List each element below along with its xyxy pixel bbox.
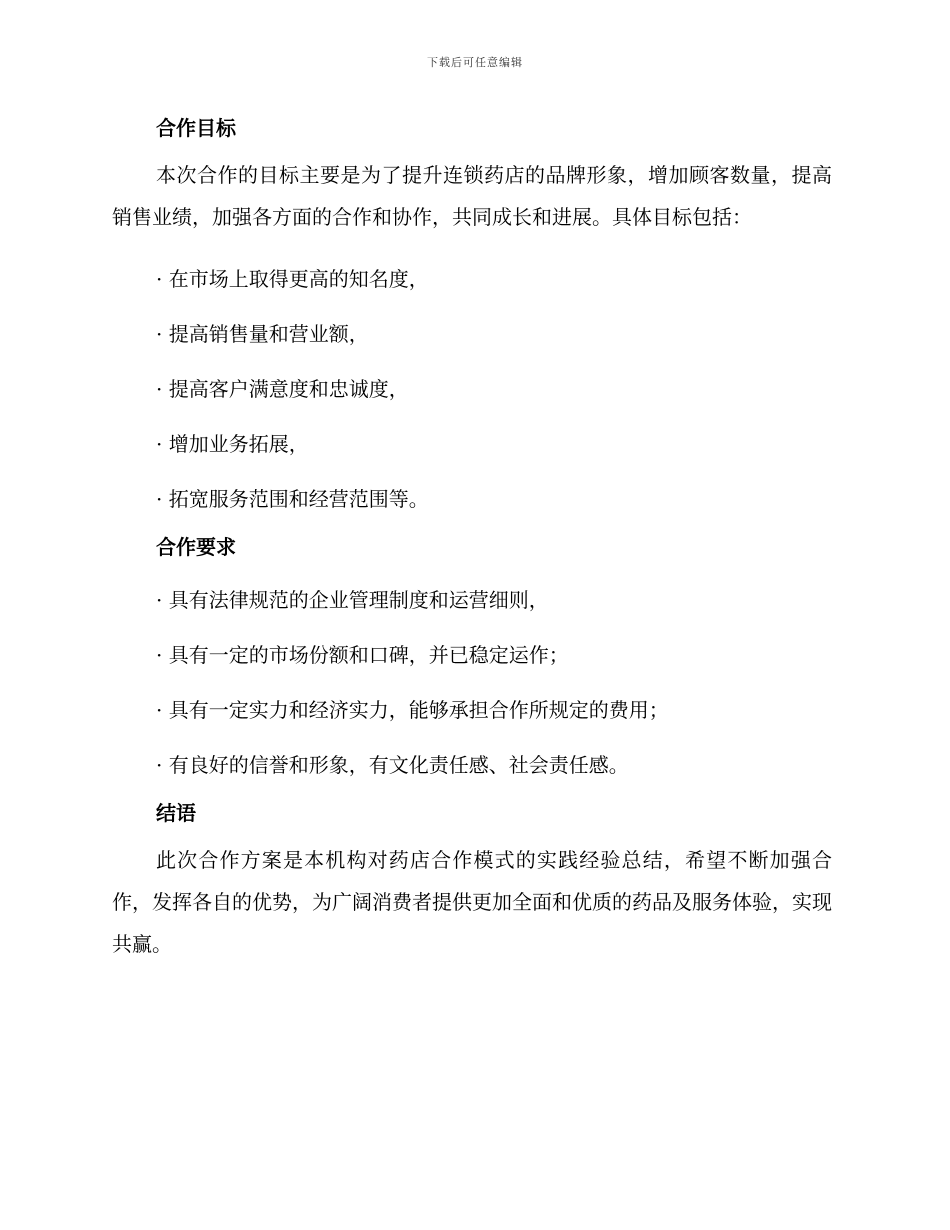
list-item: · 具有法律规范的企业管理制度和运营细则， (156, 588, 549, 612)
section-title-requirements: 合作要求 (156, 535, 236, 559)
list-item: · 在市场上取得更高的知名度， (156, 267, 429, 291)
list-item: · 具有一定实力和经济实力，能够承担合作所规定的费用； (156, 698, 669, 722)
list-item: · 具有一定的市场份额和口碑，并已稳定运作； (156, 643, 569, 667)
list-item: · 拓宽服务范围和经营范围等。 (156, 487, 429, 511)
page-header: 下载后可任意编辑 (427, 56, 523, 69)
section-title-conclusion: 结语 (156, 801, 196, 825)
list-item: · 提高销售量和营业额， (156, 322, 369, 346)
list-item: · 提高客户满意度和忠诚度， (156, 377, 409, 401)
section-title-goals: 合作目标 (156, 116, 236, 140)
conclusion-paragraph: 此次合作方案是本机构对药店合作模式的实践经验总结，希望不断加强合作，发挥各自的优势，为广阔消费者提供更加全面和优质的药品及服务体验，实现共赢。 (112, 848, 832, 956)
goals-list (112, 252, 832, 527)
list-item: · 有良好的信誉和形象，有文化责任感、社会责任感。 (156, 753, 629, 777)
requirements-list (112, 573, 832, 793)
goals-intro-paragraph: 本次合作的目标主要是为了提升连锁药店的品牌形象，增加顾客数量，提高销售业绩，加强各方面的合作和协作，共同成长和进展。具体目标包括： (112, 163, 832, 229)
document-body (112, 108, 832, 965)
list-item: · 增加业务拓展， (156, 432, 309, 456)
